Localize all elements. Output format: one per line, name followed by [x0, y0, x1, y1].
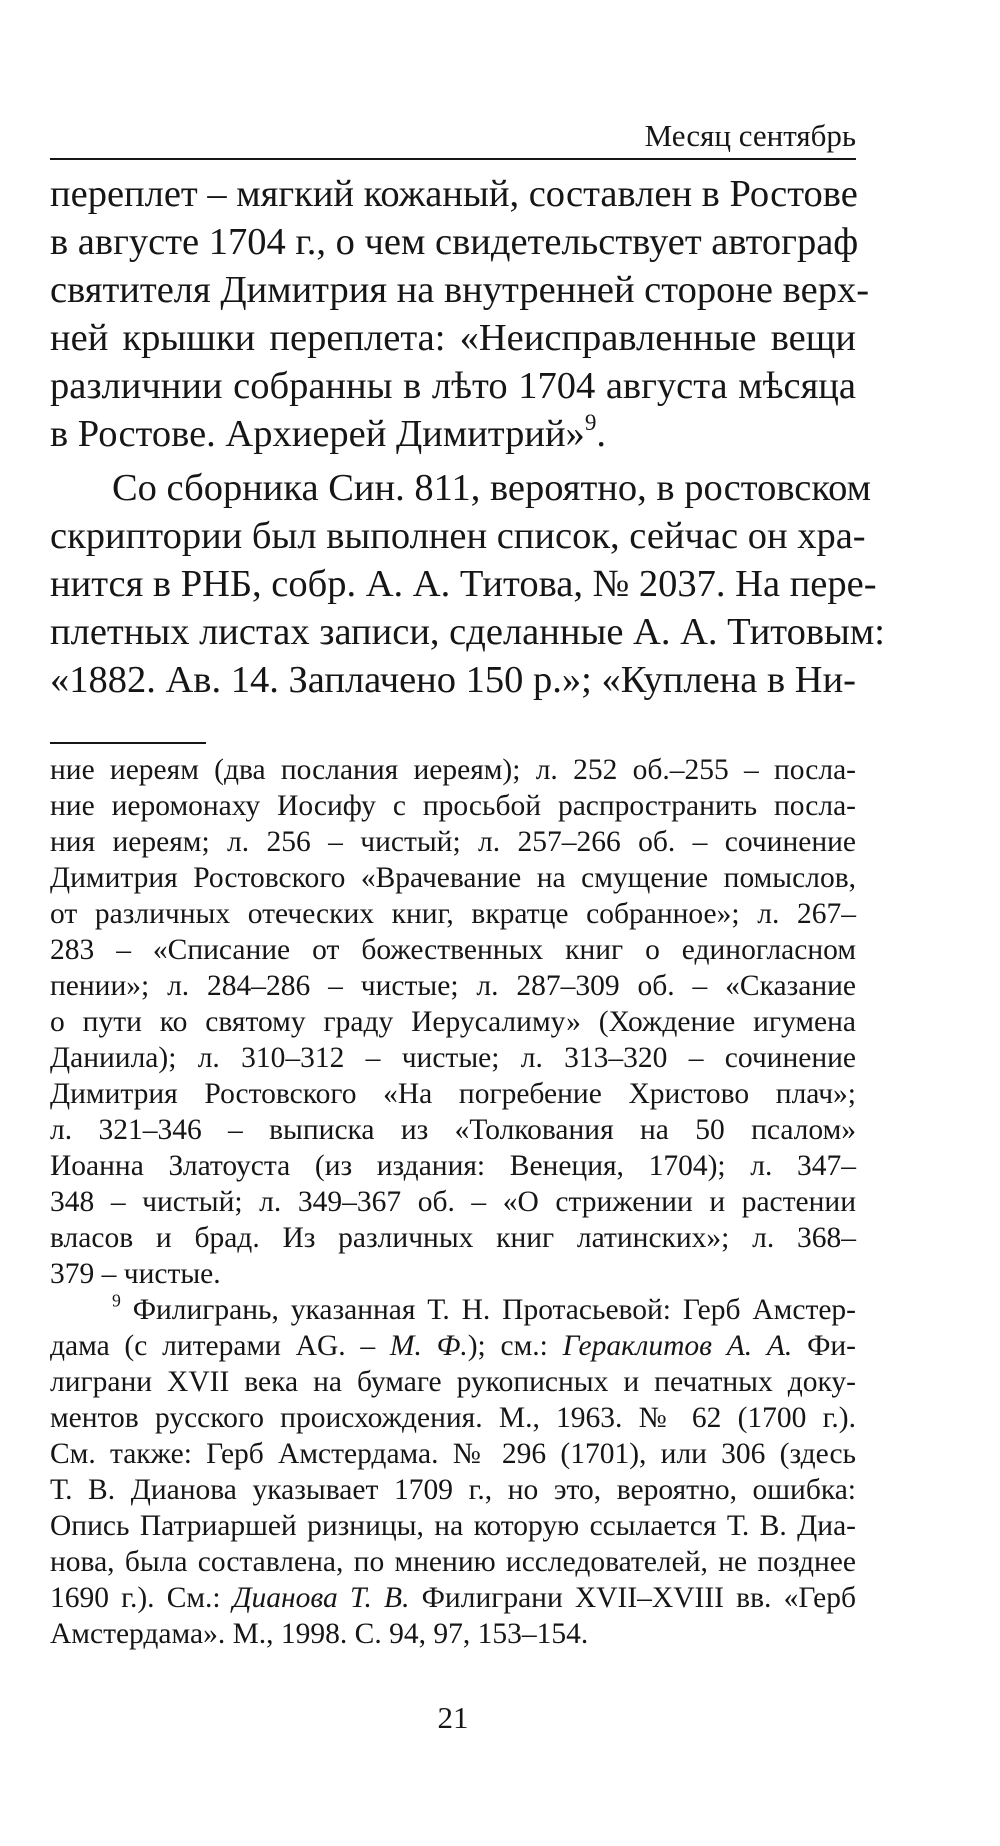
- footnote-line: л. 321–346 – выписка из «Толкования на 50 псалом»: [50, 1114, 856, 1146]
- footnote-9-text: Филиграни XVII–XVIII вв. «Герб: [409, 1582, 856, 1614]
- footnote-line: Димитрия Ростовского «Врачевание на смущение помыслов,: [50, 862, 856, 894]
- footnote-9-line: [50, 1292, 856, 1328]
- footnote-line: ния иереям; л. 256 – чистый; л. 257–266 об. – сочинение: [50, 826, 856, 858]
- main-text-line: различнии собранны в лѣто 1704 августа мѣсяца: [50, 365, 856, 407]
- footnote-9-text: Фи-: [792, 1330, 856, 1362]
- footnote-9-line: [50, 1580, 856, 1616]
- footnote-9-line: [50, 1328, 856, 1364]
- footnote-9-line: Опись Патриаршей ризницы, на которую ссылается Т. В. Диа-: [50, 1510, 856, 1542]
- footnotes: [50, 752, 856, 1652]
- footnote-9-text: ); см.:: [467, 1330, 563, 1362]
- footnote-9-italic: М. Ф.: [389, 1330, 468, 1362]
- footnote-9-text: 1690 г.). См.:: [50, 1582, 233, 1614]
- footnote-9-italic: Дианова Т. В.: [232, 1582, 410, 1614]
- footnote-line: пении»; л. 284–286 – чистые; л. 287–309 об. – «Сказание: [50, 970, 856, 1002]
- footnote-9-line: Амстердама». М., 1998. С. 94, 97, 153–154.: [50, 1618, 589, 1650]
- footnote-9-line: Т. В. Дианова указывает 1709 г., но это, вероятно, ошибка:: [50, 1474, 856, 1506]
- footnote-9-line: ментов русского происхождения. М., 1963. № 62 (1700 г.).: [50, 1402, 856, 1434]
- footnote-line: о пути ко святому граду Иерусалиму» (Хождение игумена: [50, 1006, 856, 1038]
- footnote-9-line: нова, была составлена, по мнению исследователей, не позднее: [50, 1546, 856, 1578]
- footnote-9-marker: 9: [112, 1290, 121, 1311]
- footnote-line: 283 – «Списание от божественных книг о единогласном: [50, 934, 856, 966]
- main-text-line: плетных листах записи, сделанные А. А. Титовым:: [50, 611, 885, 653]
- header-rule: [50, 158, 856, 160]
- footnote-line: 379 – чистые.: [50, 1258, 221, 1290]
- main-text-fragment: .: [596, 413, 606, 455]
- footnote-rule: [50, 742, 206, 744]
- main-text-line: скриптории был выполнен список, сейчас он хра-: [50, 515, 866, 557]
- main-text-line: Со сборника Син. 811, вероятно, в ростовском: [112, 467, 871, 509]
- footnote-9-text: дама (с литерами AG. –: [50, 1330, 390, 1362]
- footnote-line: Иоанна Златоуста (из издания: Венеция, 1704); л. 347–: [50, 1150, 856, 1182]
- footnote-line: ние иеромонаху Иосифу с просьбой распространить посла-: [50, 790, 856, 822]
- main-text-line: нится в РНБ, собр. А. А. Титова, № 2037. На пере-: [50, 563, 877, 605]
- running-head: Месяц сентябрь: [644, 118, 856, 153]
- footnote-9-line: лиграни XVII века на бумаге рукописных и печатных доку-: [50, 1366, 856, 1398]
- footnote-line: от различных отеческих книг, вкратце собранное»; л. 267–: [50, 898, 856, 930]
- footnote-line: ние иереям (два послания иереям); л. 252 об.–255 – посла-: [50, 754, 856, 786]
- page-number: 21: [437, 1700, 469, 1735]
- footnote-line: Димитрия Ростовского «На погребение Христово плач»;: [50, 1078, 856, 1110]
- footnote-9-text: Филигрань, указанная Т. Н. Протасьевой: Герб Амстер-: [132, 1294, 856, 1326]
- footnote-9-italic: Гераклитов А. А.: [562, 1330, 793, 1362]
- footnote-line: 348 – чистый; л. 349–367 об. – «О стрижении и растении: [50, 1186, 856, 1218]
- main-text-line: переплет – мягкий кожаный, составлен в Ростове: [50, 173, 858, 215]
- main-text-line: «1882. Ав. 14. Заплачено 150 р.»; «Куплена в Ни-: [50, 659, 856, 701]
- footnote-reference: 9: [584, 408, 597, 435]
- main-text-line: святителя Димитрия на внутренней стороне верх-: [50, 269, 870, 311]
- footnote-line: власов и брад. Из различных книг латинских»; л. 368–: [50, 1222, 856, 1254]
- main-text-line: в августе 1704 г., о чем свидетельствует автограф: [50, 221, 859, 263]
- main-text: [50, 170, 885, 704]
- main-text-line: [50, 410, 856, 458]
- footnote-line: Даниила); л. 310–312 – чистые; л. 313–320 – сочинение: [50, 1042, 856, 1074]
- footnote-9-line: См. также: Герб Амстердама. № 296 (1701), или 306 (здесь: [50, 1438, 856, 1470]
- main-text-line: ней крышки переплета: «Неисправленные вещи: [50, 317, 856, 359]
- main-text-fragment: в Ростове. Архиерей Димитрий»: [50, 413, 585, 455]
